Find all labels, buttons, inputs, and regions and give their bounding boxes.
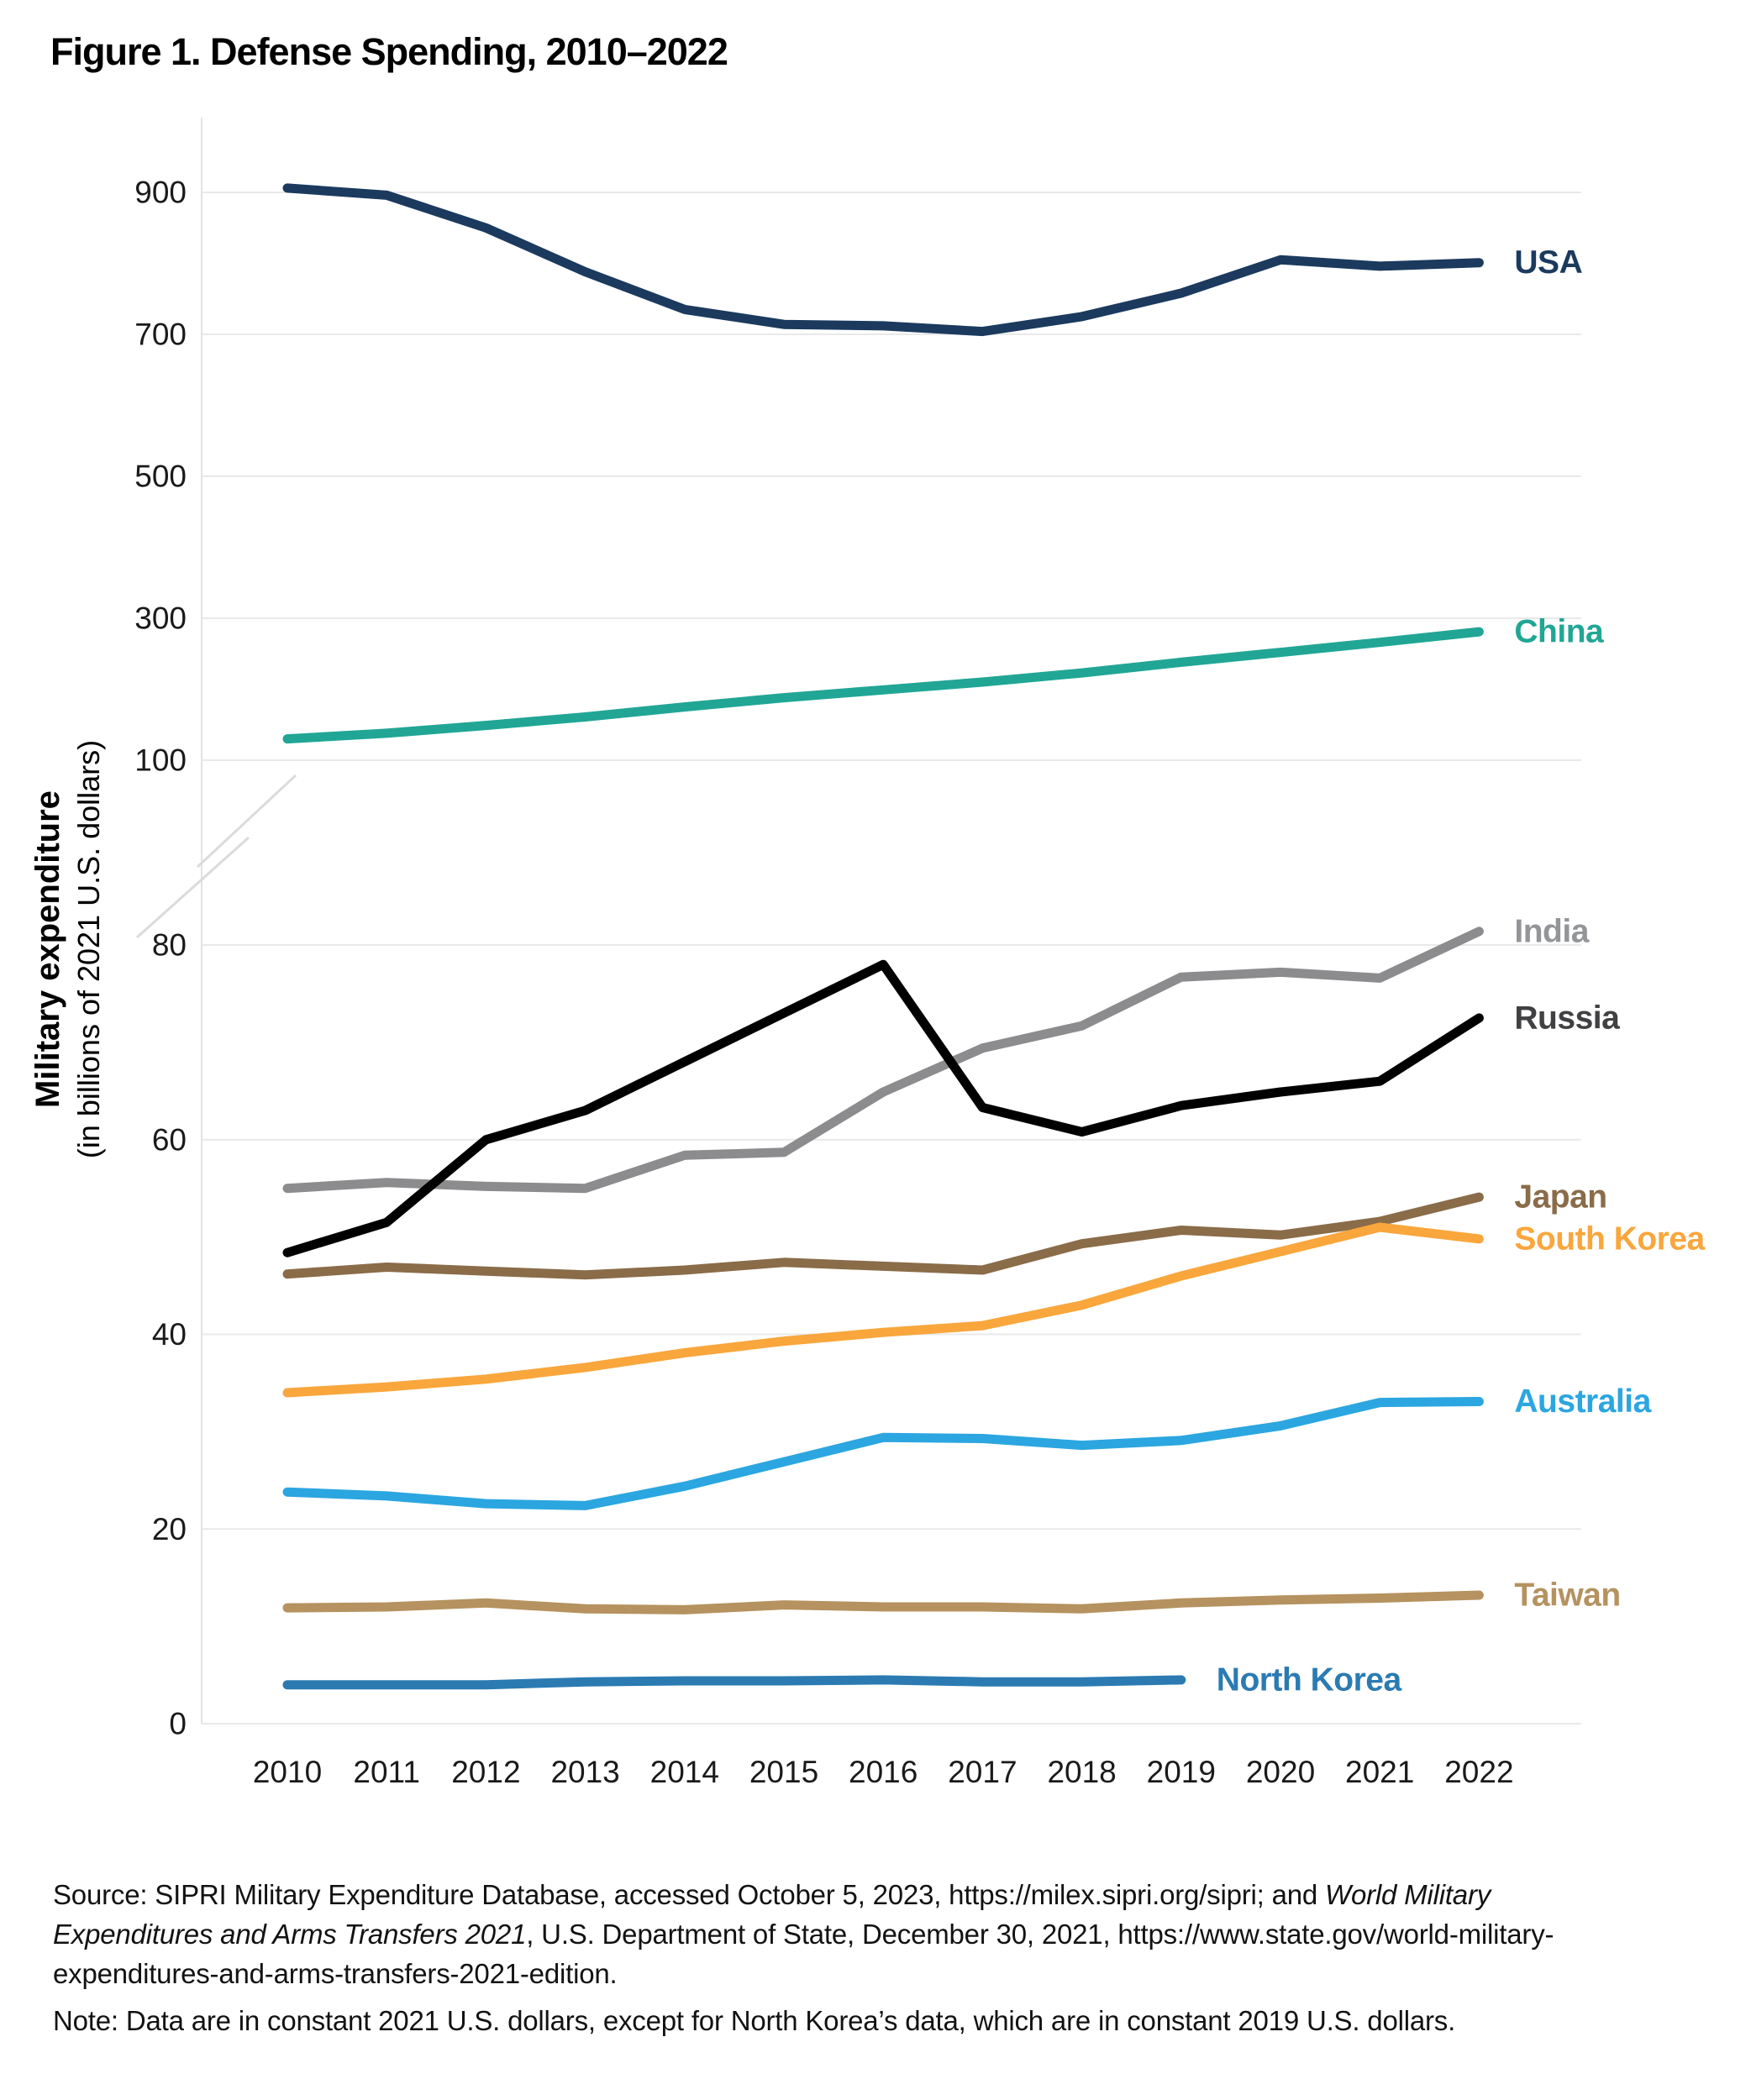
figure-title: Figure 1. Defense Spending, 2010–2022 [50,30,728,73]
y-tick-label-40: 40 [151,1317,187,1352]
series-line-south-korea [287,1227,1479,1393]
series-label-taiwan: Taiwan [1514,1577,1621,1614]
axis-break-mark [137,837,249,937]
y-tick-label-20: 20 [151,1511,187,1546]
x-tick-label-2019: 2019 [1146,1755,1216,1789]
source-note-line: expenditures-and-arms-transfers-2021-edition. [53,1958,618,1989]
x-tick-label-2018: 2018 [1047,1755,1117,1789]
y-tick-label-300: 300 [134,601,187,636]
source-note-line: Note: Data are in constant 2021 U.S. dollars, except for North Korea’s data, which are in constant 2019 U.S. dollars. [53,2005,1456,2036]
series-label-india: India [1514,913,1589,950]
x-tick-label-2014: 2014 [649,1755,719,1789]
y-tick-label-100: 100 [134,743,187,778]
y-tick-label-500: 500 [134,459,187,494]
source-note-line: Source: SIPRI Military Expenditure Database, accessed October 5, 2023, https://milex.sipri.org/sipri; and World Military [53,1879,1491,1910]
series-label-russia: Russia [1514,1000,1620,1037]
source-note-line: Expenditures and Arms Transfers 2021, U.S. Department of State, December 30, 2021, https://www.state.gov/world-military- [53,1919,1554,1950]
series-label-australia: Australia [1514,1383,1651,1420]
y-tick-label-0: 0 [169,1706,187,1741]
x-tick-label-2022: 2022 [1444,1755,1514,1789]
series-line-russia [287,964,1479,1252]
x-tick-label-2010: 2010 [252,1755,323,1789]
series-label-north-korea: North Korea [1216,1662,1401,1698]
y-axis-title: Military expenditure [29,790,66,1108]
y-axis-subtitle: (in billions of 2021 U.S. dollars) [71,739,106,1159]
series-line-usa [287,188,1479,332]
x-tick-label-2020: 2020 [1245,1755,1316,1789]
series-line-japan [287,1197,1479,1275]
series-label-japan: Japan [1514,1179,1607,1215]
y-tick-label-900: 900 [134,175,187,210]
series-label-south-korea: South Korea [1514,1221,1705,1257]
x-tick-label-2016: 2016 [849,1755,918,1789]
series-line-australia [287,1402,1479,1506]
x-tick-label-2015: 2015 [749,1755,819,1789]
y-tick-label-80: 80 [151,927,187,963]
series-line-china [287,632,1479,739]
source-note [53,1875,1725,2040]
x-tick-label-2021: 2021 [1345,1755,1415,1789]
y-tick-label-60: 60 [151,1122,187,1158]
x-tick-label-2011: 2011 [353,1755,420,1789]
series-line-taiwan [287,1595,1479,1609]
series-label-china: China [1514,613,1604,650]
x-tick-label-2012: 2012 [451,1755,521,1789]
y-tick-label-700: 700 [134,317,187,352]
axis-break-mark [197,775,296,867]
x-tick-label-2017: 2017 [948,1755,1017,1789]
series-label-usa: USA [1514,244,1583,281]
series-line-north-korea [287,1680,1181,1685]
x-tick-label-2013: 2013 [550,1755,620,1789]
